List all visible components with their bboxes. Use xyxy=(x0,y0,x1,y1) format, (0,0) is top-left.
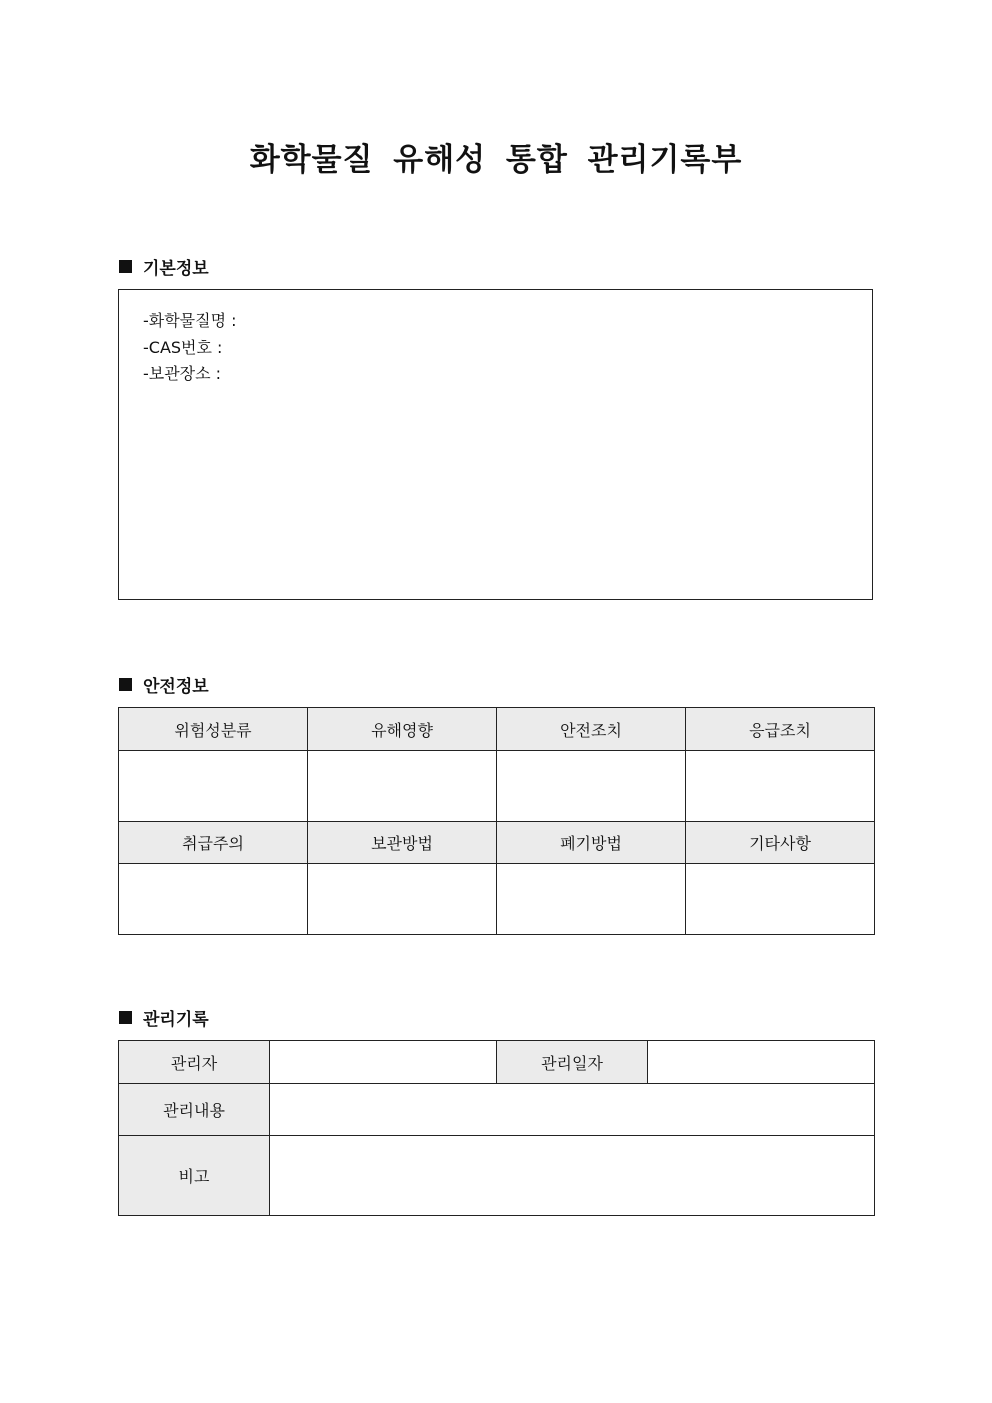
square-bullet-icon xyxy=(119,678,132,691)
management-content-field[interactable] xyxy=(270,1084,875,1136)
table-header-row xyxy=(119,708,875,751)
basic-info-box[interactable] xyxy=(118,289,873,600)
header-safety-measures: 안전조치 xyxy=(497,708,686,751)
section-heading-label: 관리기록 xyxy=(143,1010,209,1030)
square-bullet-icon xyxy=(119,1011,132,1024)
table-row xyxy=(119,1041,875,1084)
field-label: -보관장소 : xyxy=(143,364,222,383)
table-row xyxy=(119,1136,875,1216)
label-remarks: 비고 xyxy=(119,1136,270,1216)
field-chemical-name[interactable] xyxy=(143,308,872,335)
header-hazard-classification: 위험성분류 xyxy=(119,708,308,751)
cell-storage-method[interactable] xyxy=(308,864,497,935)
section-heading-safety-info xyxy=(119,672,209,697)
label-management-content: 관리내용 xyxy=(119,1084,270,1136)
section-heading-basic-info xyxy=(119,254,209,279)
section-heading-management-record xyxy=(119,1005,209,1030)
label-manager: 관리자 xyxy=(119,1041,270,1084)
table-header-row xyxy=(119,822,875,864)
field-label: -화학물질명 : xyxy=(143,311,237,330)
field-storage-location[interactable] xyxy=(143,361,872,388)
table-row xyxy=(119,1084,875,1136)
cell-first-aid[interactable] xyxy=(686,751,875,822)
field-label: -CAS번호 : xyxy=(143,337,223,357)
header-first-aid: 응급조치 xyxy=(686,708,875,751)
management-date-field[interactable] xyxy=(648,1041,875,1084)
cell-other-notes[interactable] xyxy=(686,864,875,935)
square-bullet-icon xyxy=(119,260,132,273)
header-disposal-method: 폐기방법 xyxy=(497,822,686,864)
header-other-notes: 기타사항 xyxy=(686,822,875,864)
safety-info-table xyxy=(118,707,875,935)
cell-safety-measures[interactable] xyxy=(497,751,686,822)
remarks-field[interactable] xyxy=(270,1136,875,1216)
cell-disposal-method[interactable] xyxy=(497,864,686,935)
header-storage-method: 보관방법 xyxy=(308,822,497,864)
table-row xyxy=(119,751,875,822)
cell-hazard-classification[interactable] xyxy=(119,751,308,822)
label-management-date: 관리일자 xyxy=(497,1041,648,1084)
header-harmful-effects: 유해영향 xyxy=(308,708,497,751)
section-heading-label: 안전정보 xyxy=(143,677,209,697)
cell-harmful-effects[interactable] xyxy=(308,751,497,822)
cell-handling-caution[interactable] xyxy=(119,864,308,935)
field-cas-number[interactable] xyxy=(143,335,872,362)
management-record-table xyxy=(118,1040,875,1216)
table-row xyxy=(119,864,875,935)
document-title: 화학물질 유해성 통합 관리기록부 xyxy=(249,142,743,178)
section-heading-label: 기본정보 xyxy=(143,259,209,279)
manager-field[interactable] xyxy=(270,1041,497,1084)
header-handling-caution: 취급주의 xyxy=(119,822,308,864)
